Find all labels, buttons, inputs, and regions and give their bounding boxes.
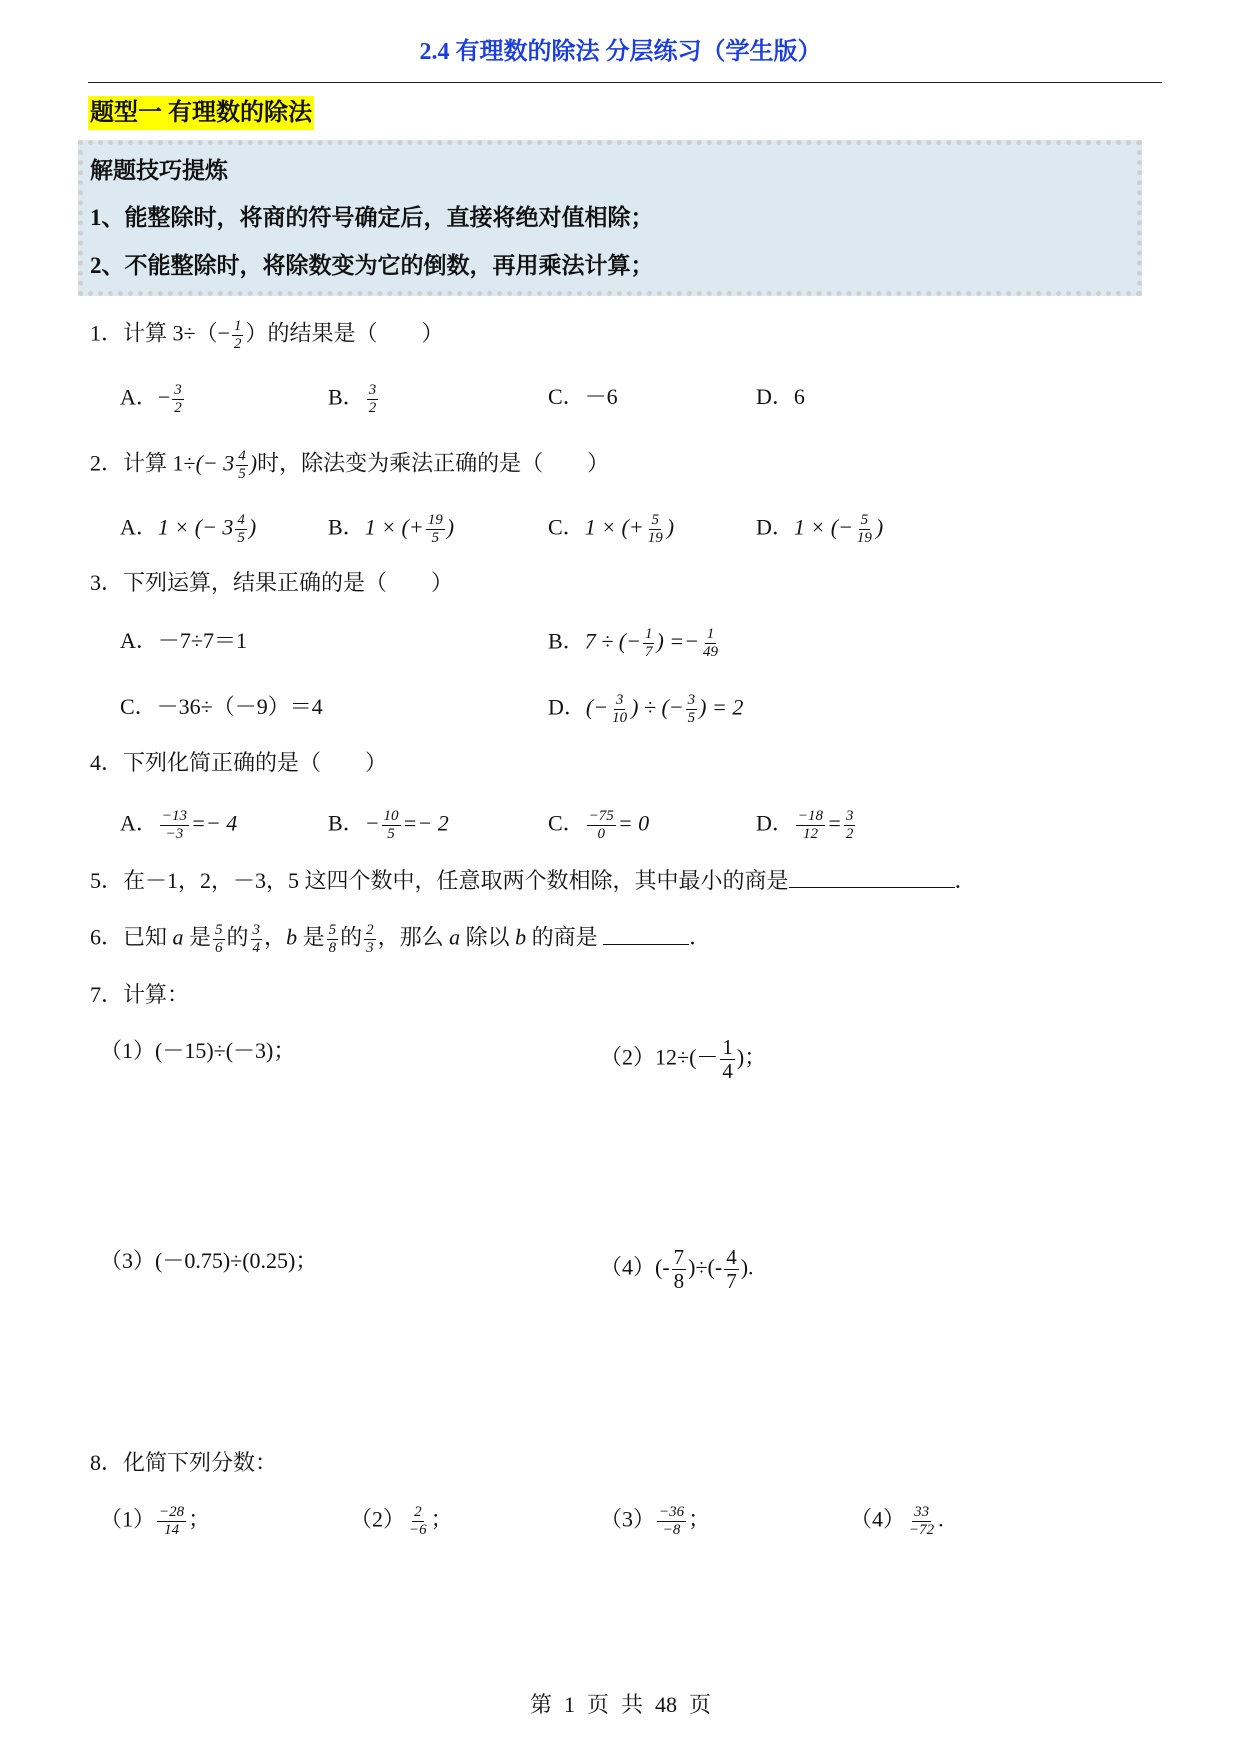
q4-option-c: C． $\frac{-75}{0}$ = 0	[548, 808, 650, 842]
page-footer: 第 1 页 共 48 页	[529, 1692, 712, 1717]
fraction: $\frac{1}{2}$	[233, 318, 242, 352]
question-5-stem: 5．在－1，2，－3，5 这四个数中，任意取两个数相除，其中最小的商是 ．	[90, 868, 977, 893]
q8-part-1: （1） $\frac{-28}{14}$ ；	[100, 1504, 211, 1538]
question-8-stem: 8．化简下列分数：	[90, 1450, 278, 1475]
page-number: 1	[563, 1692, 575, 1717]
q7-part-4: （4）(- $\frac{7}{8}$ )÷(- $\frac{4}{7}$ ).	[600, 1245, 754, 1293]
q3-option-c: C．－36÷（－9）＝4	[120, 694, 323, 719]
tip-2: 2、不能整除时，将除数变为它的倒数，再用乘法计算；	[90, 253, 654, 278]
q2-option-c: C．1 × (+ $\frac{5}{19}$ )	[548, 512, 675, 546]
question-4-stem: 4．下列化简正确的是（ ）	[90, 750, 388, 775]
question-7-stem: 7．计算：	[90, 982, 190, 1007]
answer-blank[interactable]	[603, 924, 689, 945]
section-heading: 题型一 有理数的除法	[88, 96, 314, 130]
q8-part-2: （2） $\frac{2}{-6}$ ；	[350, 1504, 453, 1538]
q1-option-b: B． $\frac{3}{2}$	[328, 382, 377, 416]
question-6-stem: 6．已知 a 是 $\frac{5}{6}$ 的 $\frac{3}{4}$ ，b 是 $\frac{5}{8}$ 的 $\frac{2}{3}$ ，那么 a 除以 b 的商是 ．	[90, 922, 712, 956]
q1-option-a: A．− $\frac{3}{2}$	[120, 382, 182, 416]
question-3-stem: 3．下列运算，结果正确的是（ ）	[90, 570, 454, 595]
q3-option-a: A．－7÷7＝1	[120, 628, 247, 653]
q3-option-d: D．(− $\frac{3}{10}$ ) ÷ (− $\frac{3}{5}$ ) = 2	[548, 692, 744, 726]
q7-part-1: （1）(－15)÷(－3)；	[100, 1038, 296, 1063]
document-title: 2.4 有理数的除法 分层练习（学生版）	[419, 39, 822, 65]
q4-option-d: D． $\frac{-18}{12}$ = $\frac{3}{2}$	[756, 808, 854, 842]
q8-part-4: （4） $\frac{33}{-72}$ .	[850, 1504, 944, 1538]
q1-option-d: D．6	[756, 384, 805, 409]
tips-heading: 解题技巧提炼	[90, 158, 228, 183]
q1-option-c: C．－6	[548, 384, 618, 409]
q2-option-a: A．1 × (− 3 $\frac{4}{5}$ )	[120, 512, 257, 546]
header-rule	[88, 82, 1162, 83]
page-total: 48	[655, 1692, 678, 1717]
question-1-stem: 1．计算 3÷（− $\frac{1}{2}$ ）的结果是（ ）	[90, 318, 444, 352]
q2-option-b: B．1 × (+ $\frac{19}{5}$ )	[328, 512, 455, 546]
q7-part-3: （3）(－0.75)÷(0.25)；	[100, 1248, 318, 1273]
answer-blank[interactable]	[789, 867, 955, 888]
q4-option-b: B．− $\frac{10}{5}$ =− 2	[328, 808, 449, 842]
q2-option-d: D．1 × (− $\frac{5}{19}$ )	[756, 512, 884, 546]
tip-1: 1、能整除时，将商的符号确定后，直接将绝对值相除；	[90, 205, 654, 230]
q3-option-b: B．7 ÷ (− $\frac{1}{7}$ ) =− $\frac{1}{49}$	[548, 626, 718, 660]
q7-part-2: （2）12÷(－ $\frac{1}{4}$ )；	[600, 1035, 767, 1083]
question-2-stem: 2．计算 1÷(− 3 $\frac{4}{5}$ )时，除法变为乘法正确的是（ ）	[90, 448, 610, 482]
q8-part-3: （3） $\frac{-36}{-8}$ ；	[600, 1504, 711, 1538]
q4-option-a: A． $\frac{-13}{-3}$ =− 4	[120, 808, 238, 842]
